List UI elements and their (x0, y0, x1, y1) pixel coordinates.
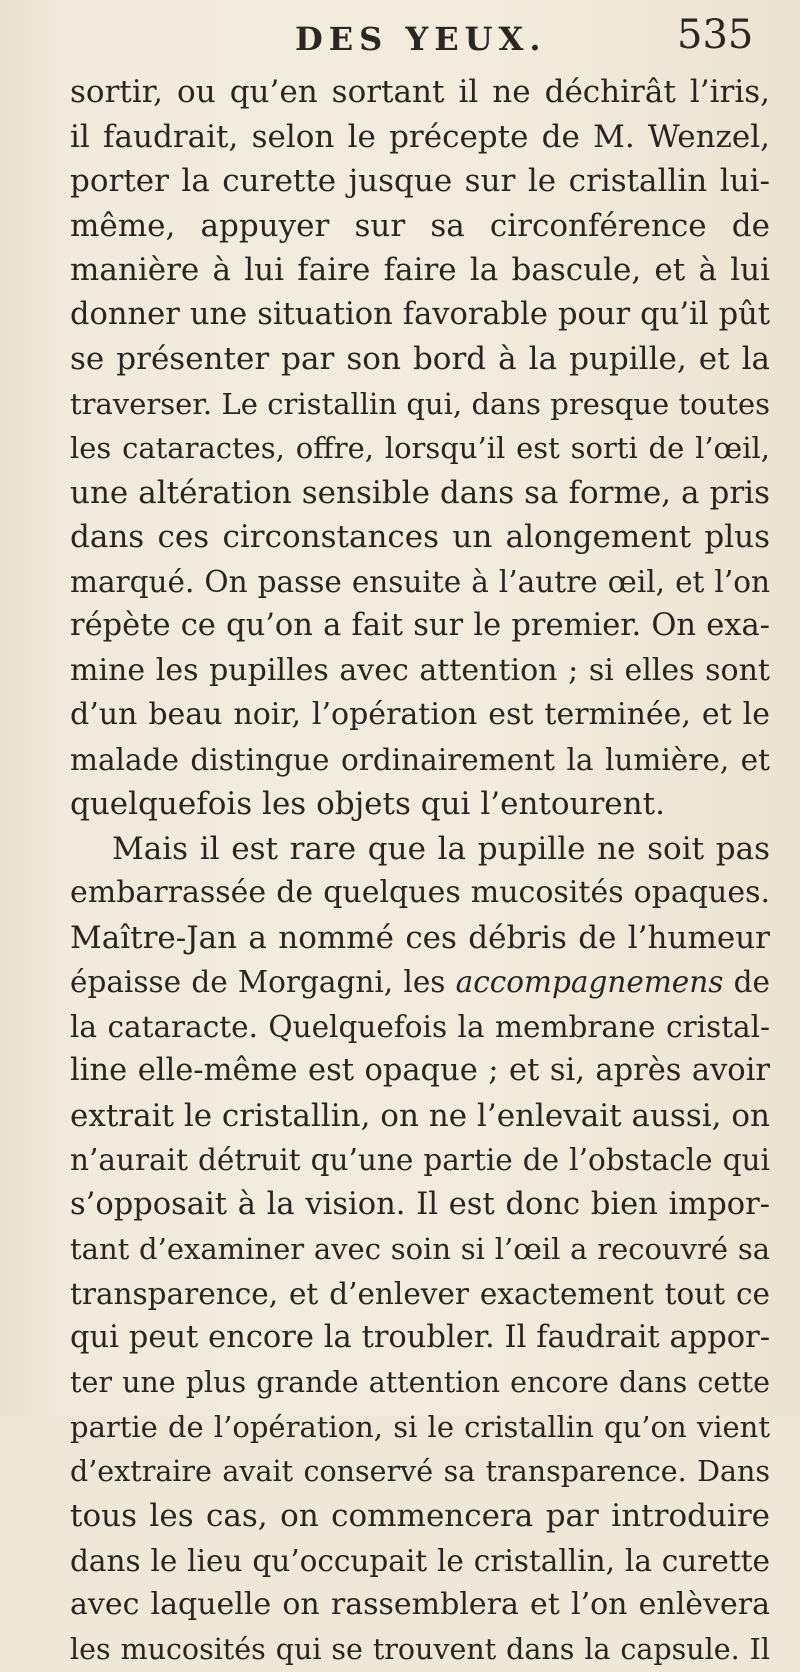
text-line: s’opposait à la vision. Il est donc bien impor- (70, 1183, 770, 1228)
text-line: malade distingue ordinairement la lumière, et (70, 738, 770, 783)
text-line: qui peut encore la troubler. Il faudrait appor- (70, 1316, 770, 1361)
text-line: ter une plus grande attention encore dans cette (70, 1361, 770, 1406)
text-line: répète ce qu’on a fait sur le premier. On exa- (70, 604, 770, 649)
text-line: transparence, et d’enlever exactement tout ce (70, 1272, 770, 1317)
body-text (70, 70, 770, 1672)
text-line: sortir, ou qu’en sortant il ne déchirât l’iris, (70, 70, 770, 115)
text-line: dans le lieu qu’occupait le cristallin, la curette (70, 1539, 770, 1584)
page-header (0, 8, 800, 68)
text-line: la cataracte. Quelquefois la membrane cristal- (70, 1005, 770, 1050)
text-line: même, appuyer sur sa circonférence de (70, 204, 770, 249)
text-line: traverser. Le cristallin qui, dans presque toutes (70, 382, 770, 427)
text-line: dans ces circonstances un alongement plus (70, 515, 770, 560)
text-line: n’aurait détruit qu’une partie de l’obstacle qui (70, 1138, 770, 1183)
text-line: Maître-Jan a nommé ces débris de l’humeur (70, 916, 770, 961)
text-line: line elle-même est opaque ; et si, après avoir (70, 1049, 770, 1094)
text-line: donner une situation favorable pour qu’il pût (70, 293, 770, 338)
text-line: d’extraire avait conservé sa transparence. Dans (70, 1450, 770, 1495)
running-title: DES YEUX. (295, 20, 547, 58)
text-line: marqué. On passe ensuite à l’autre œil, et l’on (70, 560, 770, 605)
text-line: avec laquelle on rassemblera et l’on enlèvera (70, 1583, 770, 1628)
paragraph-end-line: quelquefois les objets qui l’entourent. (70, 782, 770, 827)
text-line: mine les pupilles avec attention ; si elles sont (70, 649, 770, 694)
text-line: porter la curette jusque sur le cristallin lui- (70, 159, 770, 204)
text-line: se présenter par son bord à la pupille, et la (70, 337, 770, 382)
page-number: 535 (677, 12, 753, 58)
text-line: tant d’examiner avec soin si l’œil a recouvré sa (70, 1227, 770, 1272)
text-line: partie de l’opération, si le cristallin qu’on vient (70, 1405, 770, 1450)
italic-term: accompagnemens (456, 965, 724, 999)
text-line: il faudrait, selon le précepte de M. Wenzel, (70, 115, 770, 160)
paragraph-start-line: Mais il est rare que la pupille ne soit pas (70, 827, 770, 872)
text-line: une altération sensible dans sa forme, a pris (70, 471, 770, 516)
text-line: embarrassée de quelques mucosités opaques. (70, 871, 770, 916)
text-line: d’un beau noir, l’opération est terminée, et le (70, 693, 770, 738)
text-line: tous les cas, on commencera par introduire (70, 1494, 770, 1539)
text-line: les mucosités qui se trouvent dans la capsule. Il (70, 1628, 770, 1672)
text-line: manière à lui faire faire la bascule, et à lui (70, 248, 770, 293)
text-line: épaisse de Morgagni, les accompagnemens de (70, 960, 770, 1005)
text-line: extrait le cristallin, on ne l’enlevait aussi, on (70, 1094, 770, 1139)
text-line: les cataractes, offre, lorsqu’il est sorti de l’œil, (70, 426, 770, 471)
